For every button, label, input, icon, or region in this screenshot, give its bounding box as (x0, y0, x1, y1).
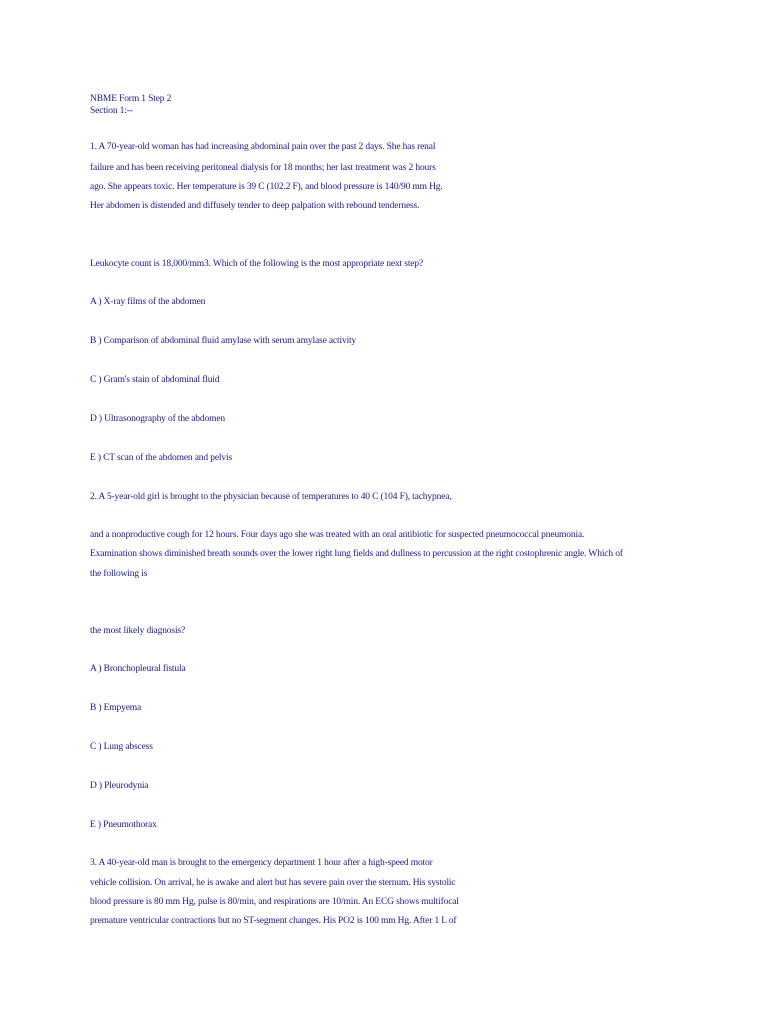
q2-stem-line: 2. A 5-year-old girl is brought to the physician because of temperatures to 40 C (104 F), tachypnea, (90, 492, 452, 502)
q3-stem-line: 3. A 40-year-old man is brought to the emergency department 1 hour after a high-speed motor (90, 858, 433, 868)
q1-option-d: D ) Ultrasonography of the abdomen (90, 414, 225, 424)
q2-question: the most likely diagnosis? (90, 626, 186, 636)
q1-stem-line: failure and has been receiving peritoneal dialysis for 18 months; her last treatment was 2 hours (90, 163, 436, 173)
q3-stem-line: premature ventricular contractions but no ST-segment changes. His PO2 is 100 mm Hg. After 1 L of (90, 916, 457, 926)
q2-option-d: D ) Pleurodynia (90, 781, 149, 791)
q1-stem-line: ago. She appears toxic. Her temperature is 39 C (102.2 F), and blood pressure is 140/90 mm Hg. (90, 182, 443, 192)
q1-option-c: C ) Gram's stain of abdominal fluid (90, 375, 220, 385)
q2-option-c: C ) Lung abscess (90, 742, 153, 752)
q2-option-b: B ) Empyema (90, 703, 142, 713)
q2-stem-line: and a nonproductive cough for 12 hours. Four days ago she was treated with an oral antibiotic for suspected pneumococcal pneumonia. (90, 530, 585, 540)
q2-stem-line: Examination shows diminished breath sounds over the lower right lung fields and dullness to percussion at the right costophrenic angle. Which of (90, 549, 623, 559)
q3-stem-line: blood pressure is 80 mm Hg, pulse is 80/min, and respirations are 10/min. An ECG shows multifocal (90, 897, 459, 907)
q1-stem-line: 1. A 70-year-old woman has had increasing abdominal pain over the past 2 days. She has renal (90, 142, 436, 152)
q2-option-a: A ) Bronchopleural fistula (90, 664, 186, 674)
q1-stem-line: Her abdomen is distended and diffusely tender to deep palpation with rebound tenderness. (90, 201, 420, 211)
document-title: NBME Form 1 Step 2 (90, 94, 172, 104)
q2-option-e: E ) Pneumothorax (90, 820, 157, 830)
q2-stem-line: the following is (90, 569, 148, 579)
q1-question: Leukocyte count is 18,000/mm3. Which of the following is the most appropriate next step? (90, 259, 424, 269)
q1-option-e: E ) CT scan of the abdomen and pelvis (90, 453, 233, 463)
q3-stem-line: vehicle collision. On arrival, he is awake and alert but has severe pain over the sternum. His systolic (90, 878, 456, 888)
q1-option-a: A ) X-ray films of the abdomen (90, 297, 206, 307)
section-label: Section 1:-- (90, 106, 133, 116)
q1-option-b: B ) Comparison of abdominal fluid amylase with serum amylase activity (90, 336, 357, 346)
